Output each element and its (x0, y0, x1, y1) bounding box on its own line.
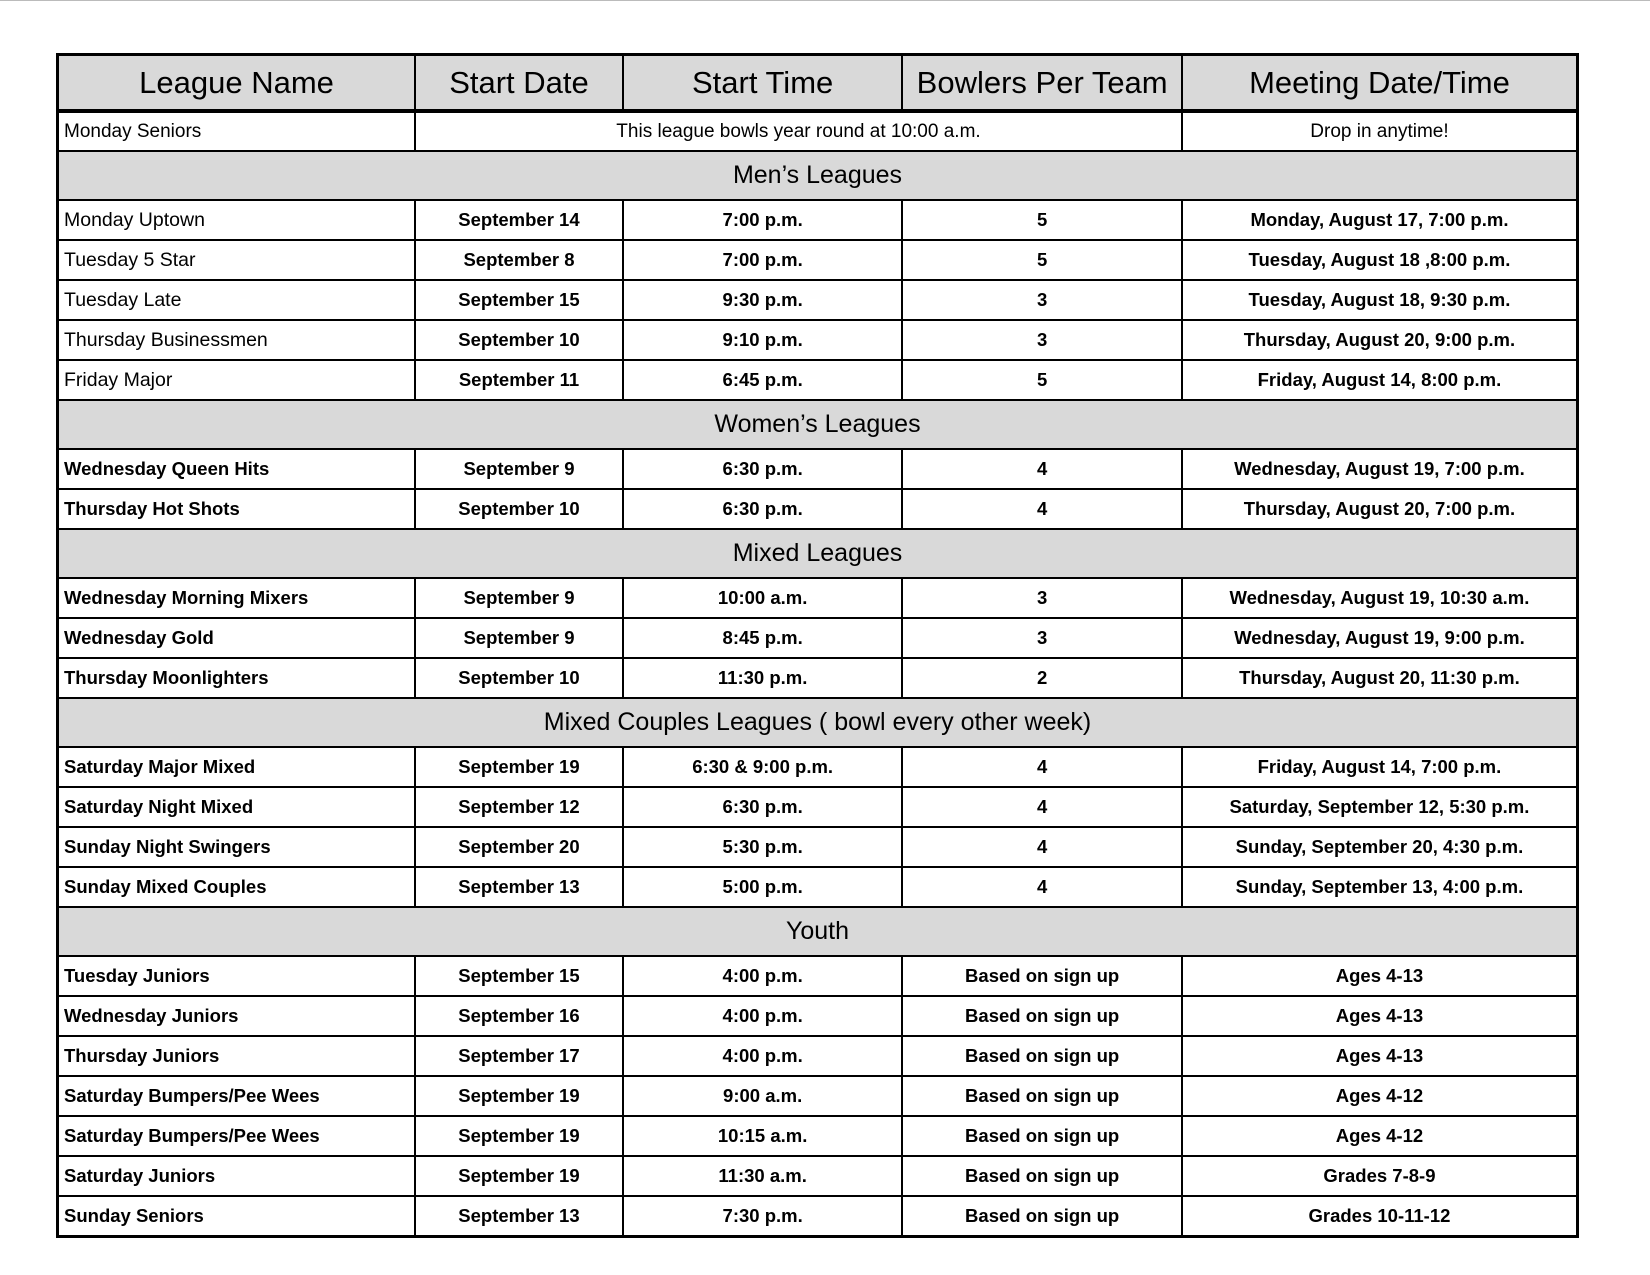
start-time: 9:30 p.m. (623, 280, 903, 320)
start-date: September 19 (415, 1116, 623, 1156)
start-date: September 19 (415, 1156, 623, 1196)
start-time: 5:30 p.m. (623, 827, 903, 867)
bowlers-per-team: 2 (902, 658, 1182, 698)
start-date: September 9 (415, 449, 623, 489)
bowlers-per-team: 4 (902, 867, 1182, 907)
meeting-date-time: Ages 4-12 (1182, 1076, 1578, 1116)
table-row (58, 578, 1578, 618)
league-name: Sunday Night Swingers (58, 827, 416, 867)
table-row (58, 360, 1578, 400)
table-row (58, 280, 1578, 320)
bowlers-per-team: Based on sign up (902, 1196, 1182, 1237)
table-row (58, 1116, 1578, 1156)
meeting-date-time: Drop in anytime! (1182, 111, 1578, 151)
start-date: September 13 (415, 867, 623, 907)
start-time: 5:00 p.m. (623, 867, 903, 907)
bowlers-per-team: Based on sign up (902, 1116, 1182, 1156)
league-schedule-table (56, 53, 1579, 1238)
table-row (58, 747, 1578, 787)
meeting-date-time: Grades 10-11-12 (1182, 1196, 1578, 1237)
start-date: September 19 (415, 747, 623, 787)
start-time: 6:30 p.m. (623, 489, 903, 529)
table-row (58, 1036, 1578, 1076)
start-time: 9:00 a.m. (623, 1076, 903, 1116)
header-league-name: League Name (58, 55, 416, 112)
table-row (58, 996, 1578, 1036)
table-row (58, 867, 1578, 907)
table-row (58, 489, 1578, 529)
start-time: 9:10 p.m. (623, 320, 903, 360)
league-name: Friday Major (58, 360, 416, 400)
bowlers-per-team: 4 (902, 449, 1182, 489)
start-time: 6:30 p.m. (623, 787, 903, 827)
start-date: September 19 (415, 1076, 623, 1116)
section-header-row (58, 907, 1578, 956)
bowlers-per-team: Based on sign up (902, 996, 1182, 1036)
table-row (58, 827, 1578, 867)
seniors-note: This league bowls year round at 10:00 a.m. (415, 111, 1182, 151)
table-body (58, 111, 1578, 1237)
bowlers-per-team: 4 (902, 827, 1182, 867)
league-name: Monday Seniors (58, 111, 416, 151)
bowlers-per-team: 3 (902, 280, 1182, 320)
start-time: 4:00 p.m. (623, 1036, 903, 1076)
start-date: September 11 (415, 360, 623, 400)
league-name: Wednesday Gold (58, 618, 416, 658)
league-name: Thursday Moonlighters (58, 658, 416, 698)
meeting-date-time: Thursday, August 20, 7:00 p.m. (1182, 489, 1578, 529)
table-row (58, 320, 1578, 360)
table-row (58, 449, 1578, 489)
meeting-date-time: Friday, August 14, 7:00 p.m. (1182, 747, 1578, 787)
start-date: September 16 (415, 996, 623, 1036)
league-name: Saturday Night Mixed (58, 787, 416, 827)
league-name: Saturday Major Mixed (58, 747, 416, 787)
section-title: Youth (58, 907, 1578, 956)
meeting-date-time: Sunday, September 20, 4:30 p.m. (1182, 827, 1578, 867)
meeting-date-time: Saturday, September 12, 5:30 p.m. (1182, 787, 1578, 827)
start-date: September 17 (415, 1036, 623, 1076)
start-time: 8:45 p.m. (623, 618, 903, 658)
section-header-row (58, 400, 1578, 449)
header-meeting-date-time: Meeting Date/Time (1182, 55, 1578, 112)
bowlers-per-team: Based on sign up (902, 1076, 1182, 1116)
start-time: 4:00 p.m. (623, 996, 903, 1036)
league-name: Wednesday Morning Mixers (58, 578, 416, 618)
start-time: 11:30 p.m. (623, 658, 903, 698)
start-date: September 8 (415, 240, 623, 280)
meeting-date-time: Sunday, September 13, 4:00 p.m. (1182, 867, 1578, 907)
bowlers-per-team: 3 (902, 320, 1182, 360)
table-row (58, 1076, 1578, 1116)
league-name: Thursday Businessmen (58, 320, 416, 360)
section-header-row (58, 698, 1578, 747)
league-name: Saturday Juniors (58, 1156, 416, 1196)
start-time: 10:15 a.m. (623, 1116, 903, 1156)
start-date: September 10 (415, 320, 623, 360)
table-row (58, 658, 1578, 698)
section-title: Mixed Leagues (58, 529, 1578, 578)
bowlers-per-team: 3 (902, 578, 1182, 618)
start-time: 7:00 p.m. (623, 200, 903, 240)
section-title: Women’s Leagues (58, 400, 1578, 449)
section-header-row (58, 151, 1578, 200)
table-row (58, 956, 1578, 996)
league-name: Tuesday Late (58, 280, 416, 320)
start-time: 7:30 p.m. (623, 1196, 903, 1237)
start-date: September 20 (415, 827, 623, 867)
start-date: September 15 (415, 956, 623, 996)
start-date: September 12 (415, 787, 623, 827)
meeting-date-time: Tuesday, August 18, 9:30 p.m. (1182, 280, 1578, 320)
bowlers-per-team: 3 (902, 618, 1182, 658)
start-date: September 10 (415, 658, 623, 698)
start-time: 6:30 p.m. (623, 449, 903, 489)
section-header-row (58, 529, 1578, 578)
league-name: Sunday Mixed Couples (58, 867, 416, 907)
meeting-date-time: Wednesday, August 19, 9:00 p.m. (1182, 618, 1578, 658)
header-bowlers-per-team: Bowlers Per Team (902, 55, 1182, 112)
top-rule (0, 0, 1650, 1)
header-start-time: Start Time (623, 55, 903, 112)
table-header (58, 55, 1578, 112)
meeting-date-time: Thursday, August 20, 9:00 p.m. (1182, 320, 1578, 360)
start-time: 7:00 p.m. (623, 240, 903, 280)
meeting-date-time: Friday, August 14, 8:00 p.m. (1182, 360, 1578, 400)
start-time: 11:30 a.m. (623, 1156, 903, 1196)
meeting-date-time: Ages 4-13 (1182, 1036, 1578, 1076)
start-date: September 9 (415, 578, 623, 618)
bowlers-per-team: Based on sign up (902, 956, 1182, 996)
table-row (58, 618, 1578, 658)
start-time: 10:00 a.m. (623, 578, 903, 618)
meeting-date-time: Monday, August 17, 7:00 p.m. (1182, 200, 1578, 240)
bowlers-per-team: 4 (902, 747, 1182, 787)
meeting-date-time: Grades 7-8-9 (1182, 1156, 1578, 1196)
bowlers-per-team: Based on sign up (902, 1036, 1182, 1076)
league-name: Tuesday Juniors (58, 956, 416, 996)
meeting-date-time: Tuesday, August 18 ,8:00 p.m. (1182, 240, 1578, 280)
league-name: Saturday Bumpers/Pee Wees (58, 1116, 416, 1156)
section-title: Men’s Leagues (58, 151, 1578, 200)
start-time: 6:45 p.m. (623, 360, 903, 400)
league-name: Monday Uptown (58, 200, 416, 240)
meeting-date-time: Wednesday, August 19, 7:00 p.m. (1182, 449, 1578, 489)
league-name: Sunday Seniors (58, 1196, 416, 1237)
table-row-monday-seniors (58, 111, 1578, 151)
table-row (58, 200, 1578, 240)
bowlers-per-team: 5 (902, 200, 1182, 240)
start-date: September 15 (415, 280, 623, 320)
league-name: Wednesday Queen Hits (58, 449, 416, 489)
table-row (58, 787, 1578, 827)
start-date: September 10 (415, 489, 623, 529)
league-name: Thursday Hot Shots (58, 489, 416, 529)
start-date: September 13 (415, 1196, 623, 1237)
bowlers-per-team: Based on sign up (902, 1156, 1182, 1196)
league-name: Thursday Juniors (58, 1036, 416, 1076)
start-date: September 14 (415, 200, 623, 240)
bowlers-per-team: 4 (902, 489, 1182, 529)
bowlers-per-team: 5 (902, 360, 1182, 400)
league-name: Wednesday Juniors (58, 996, 416, 1036)
section-title: Mixed Couples Leagues ( bowl every other week) (58, 698, 1578, 747)
meeting-date-time: Ages 4-13 (1182, 956, 1578, 996)
header-start-date: Start Date (415, 55, 623, 112)
bowlers-per-team: 4 (902, 787, 1182, 827)
bowlers-per-team: 5 (902, 240, 1182, 280)
league-name: Saturday Bumpers/Pee Wees (58, 1076, 416, 1116)
meeting-date-time: Ages 4-12 (1182, 1116, 1578, 1156)
table-row (58, 1196, 1578, 1237)
table-row (58, 1156, 1578, 1196)
meeting-date-time: Wednesday, August 19, 10:30 a.m. (1182, 578, 1578, 618)
table-row (58, 240, 1578, 280)
meeting-date-time: Ages 4-13 (1182, 996, 1578, 1036)
start-date: September 9 (415, 618, 623, 658)
start-time: 4:00 p.m. (623, 956, 903, 996)
start-time: 6:30 & 9:00 p.m. (623, 747, 903, 787)
meeting-date-time: Thursday, August 20, 11:30 p.m. (1182, 658, 1578, 698)
league-name: Tuesday 5 Star (58, 240, 416, 280)
